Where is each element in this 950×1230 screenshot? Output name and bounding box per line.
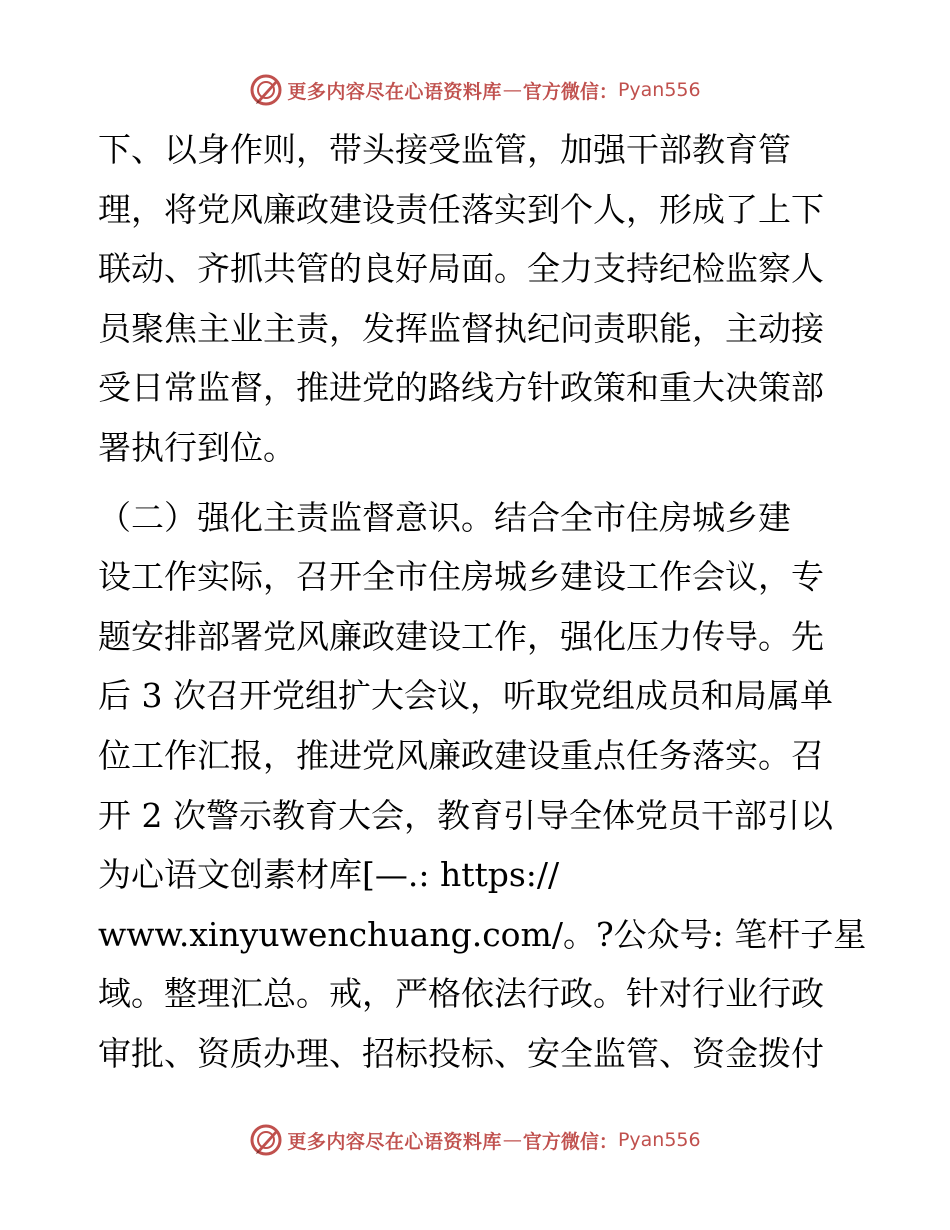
text-line: 为心语文创素材库[—.: https:// bbox=[98, 855, 560, 895]
text-line: 下、以身作则，带头接受监管，加强干部教育管 bbox=[98, 130, 791, 169]
pen-logo-icon bbox=[249, 1123, 283, 1157]
text-line: 设工作实际，召开全市住房城乡建设工作会议，专 bbox=[98, 557, 824, 597]
text-line: 开 2 次警示教育大会，教育引导全体党员干部引以 bbox=[98, 795, 833, 835]
footer-banner bbox=[0, 1120, 950, 1160]
paragraph-2 bbox=[98, 488, 867, 1084]
text-line: 位工作汇报，推进党风廉政建设重点任务落实。召 bbox=[98, 735, 824, 775]
banner-wechat-label: 官方微信： bbox=[522, 1130, 618, 1153]
paragraph-1 bbox=[98, 120, 858, 478]
text-line: 理，将党风廉政建设责任落实到个人，形成了上下 bbox=[98, 189, 824, 229]
text-line: 员聚焦主业主责，发挥监督执纪问责职能，主动接 bbox=[98, 308, 824, 348]
text-line: 署执行到位。 bbox=[98, 427, 296, 467]
text-line: 题安排部署党风廉政建设工作，强化压力传导。先 bbox=[98, 616, 824, 656]
banner-brand-text: 更多内容尽在心语资料库 bbox=[287, 80, 502, 103]
banner-wechat-label: 官方微信： bbox=[522, 80, 618, 103]
pen-logo-icon bbox=[249, 73, 283, 107]
text-line: 后 3 次召开党组扩大会议，听取党组成员和局属单 bbox=[98, 676, 833, 716]
banner-wechat-id: Pyan556 bbox=[617, 1129, 701, 1151]
text-line: www.xinyuwenchuang.com/。?公众号: 笔杆子星 bbox=[98, 914, 867, 954]
text-line: 审批、资质办理、招标投标、安全监管、资金拨付 bbox=[98, 1033, 824, 1073]
banner-separator: — bbox=[502, 1129, 522, 1151]
text-line: 联动、齐抓共管的良好局面。全力支持纪检监察人 bbox=[98, 249, 824, 289]
text-line: 域。整理汇总。戒，严格依法行政。针对行业行政 bbox=[98, 974, 824, 1014]
banner-separator: — bbox=[502, 79, 522, 101]
text-line: 受日常监督，推进党的路线方针政策和重大决策部 bbox=[98, 368, 824, 408]
document-body bbox=[98, 120, 867, 1084]
text-line: （二）强化主责监督意识。结合全市住房城乡建 bbox=[98, 497, 791, 537]
header-banner bbox=[0, 70, 950, 110]
banner-brand-text: 更多内容尽在心语资料库 bbox=[287, 1130, 502, 1153]
paragraph-gap bbox=[98, 478, 858, 488]
banner-wechat-id: Pyan556 bbox=[617, 79, 701, 101]
